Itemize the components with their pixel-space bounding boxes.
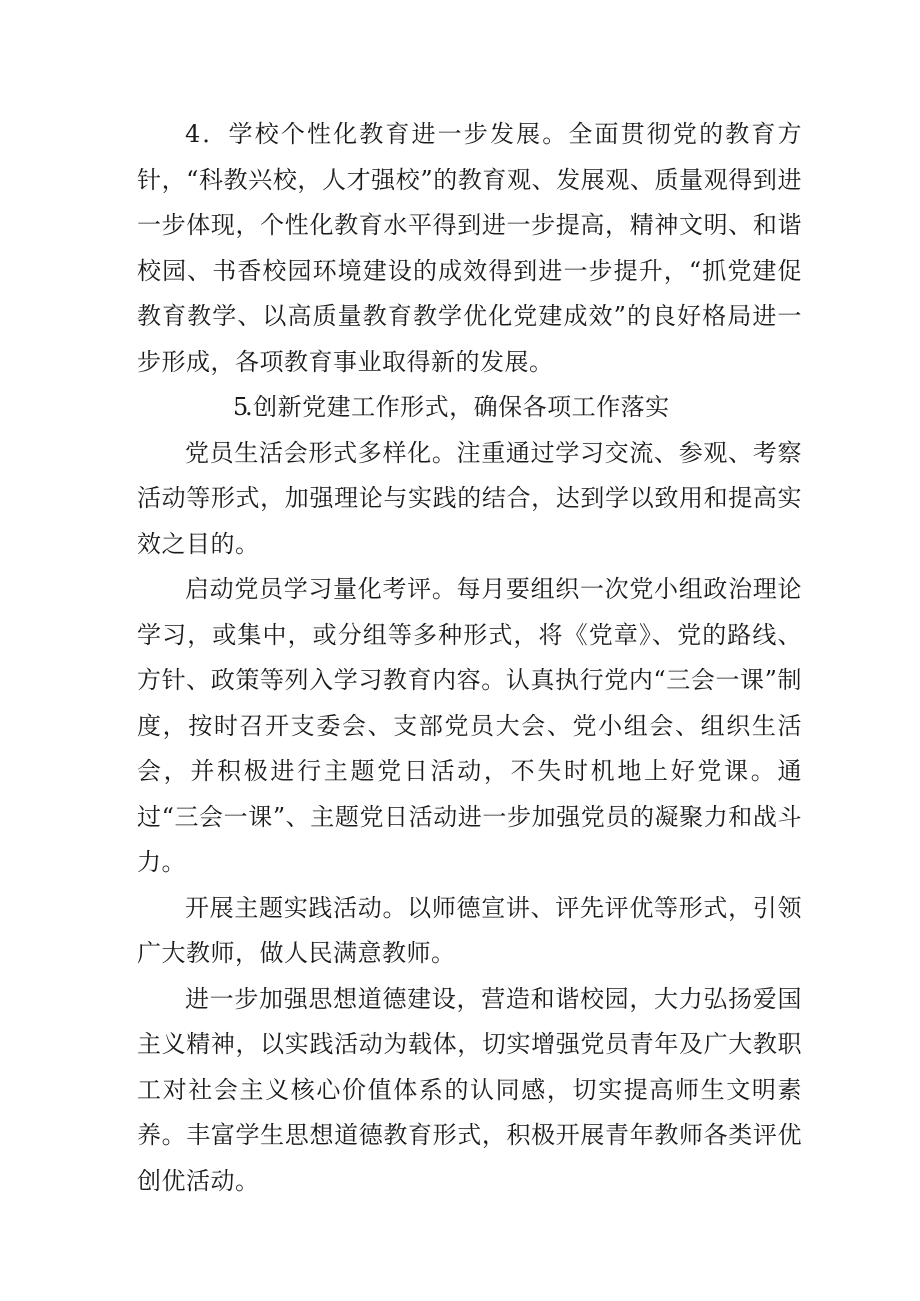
section-heading <box>137 385 802 431</box>
document-body <box>137 112 802 1204</box>
paragraph-practice-activities: 开展主题实践活动。以师德宣讲、评先评优等形式，引领广大教师，做人民满意教师。 <box>137 893 802 967</box>
section-title: .创新党建工作形式，确保各项工作落实 <box>245 393 670 421</box>
paragraph-study-evaluation: 启动党员学习量化考评。每月要组织一次党小组政治理论学习，或集中，或分组等多种形式，将《党章》、党的路线、方针、政策等列入学习教育内容。认真执行党内“三会一课”制度，按时召开支委会、支部党员大会、党小组会、组织生活会，并积极进行主题党日活动，不失时机地上好党课。通过“三会一课”、主题党日活动进一步加强党员的凝聚力和战斗力。 <box>137 575 802 876</box>
paragraph-moral-construction: 进一步加强思想道德建设，营造和谐校园，大力弘扬爱国主义精神，以实践活动为载体，切实增强党员青年及广大教职工对社会主义核心价值体系的认同感，切实提高师生文明素养。丰富学生思想道德教育形式，积极开展青年教师各类评优创优活动。 <box>137 984 802 1195</box>
paragraph-school-development: 4．学校个性化教育进一步发展。全面贯彻党的教育方针，“科教兴校，人才强校”的教育观、发展观、质量观得到进一步体现，个性化教育水平得到进一步提高，精神文明、和谐校园、书香校园环境建设的成效得到进一步提升，“抓党建促教育教学、以高质量教育教学优化党建成效”的良好格局进一步形成，各项教育事业取得新的发展。 <box>137 120 802 376</box>
paragraph-party-life-meeting: 党员生活会形式多样化。注重通过学习交流、参观、考察活动等形式，加强理论与实践的结合，达到学以致用和提高实效之目的。 <box>137 438 802 558</box>
section-number: 5 <box>233 393 249 421</box>
